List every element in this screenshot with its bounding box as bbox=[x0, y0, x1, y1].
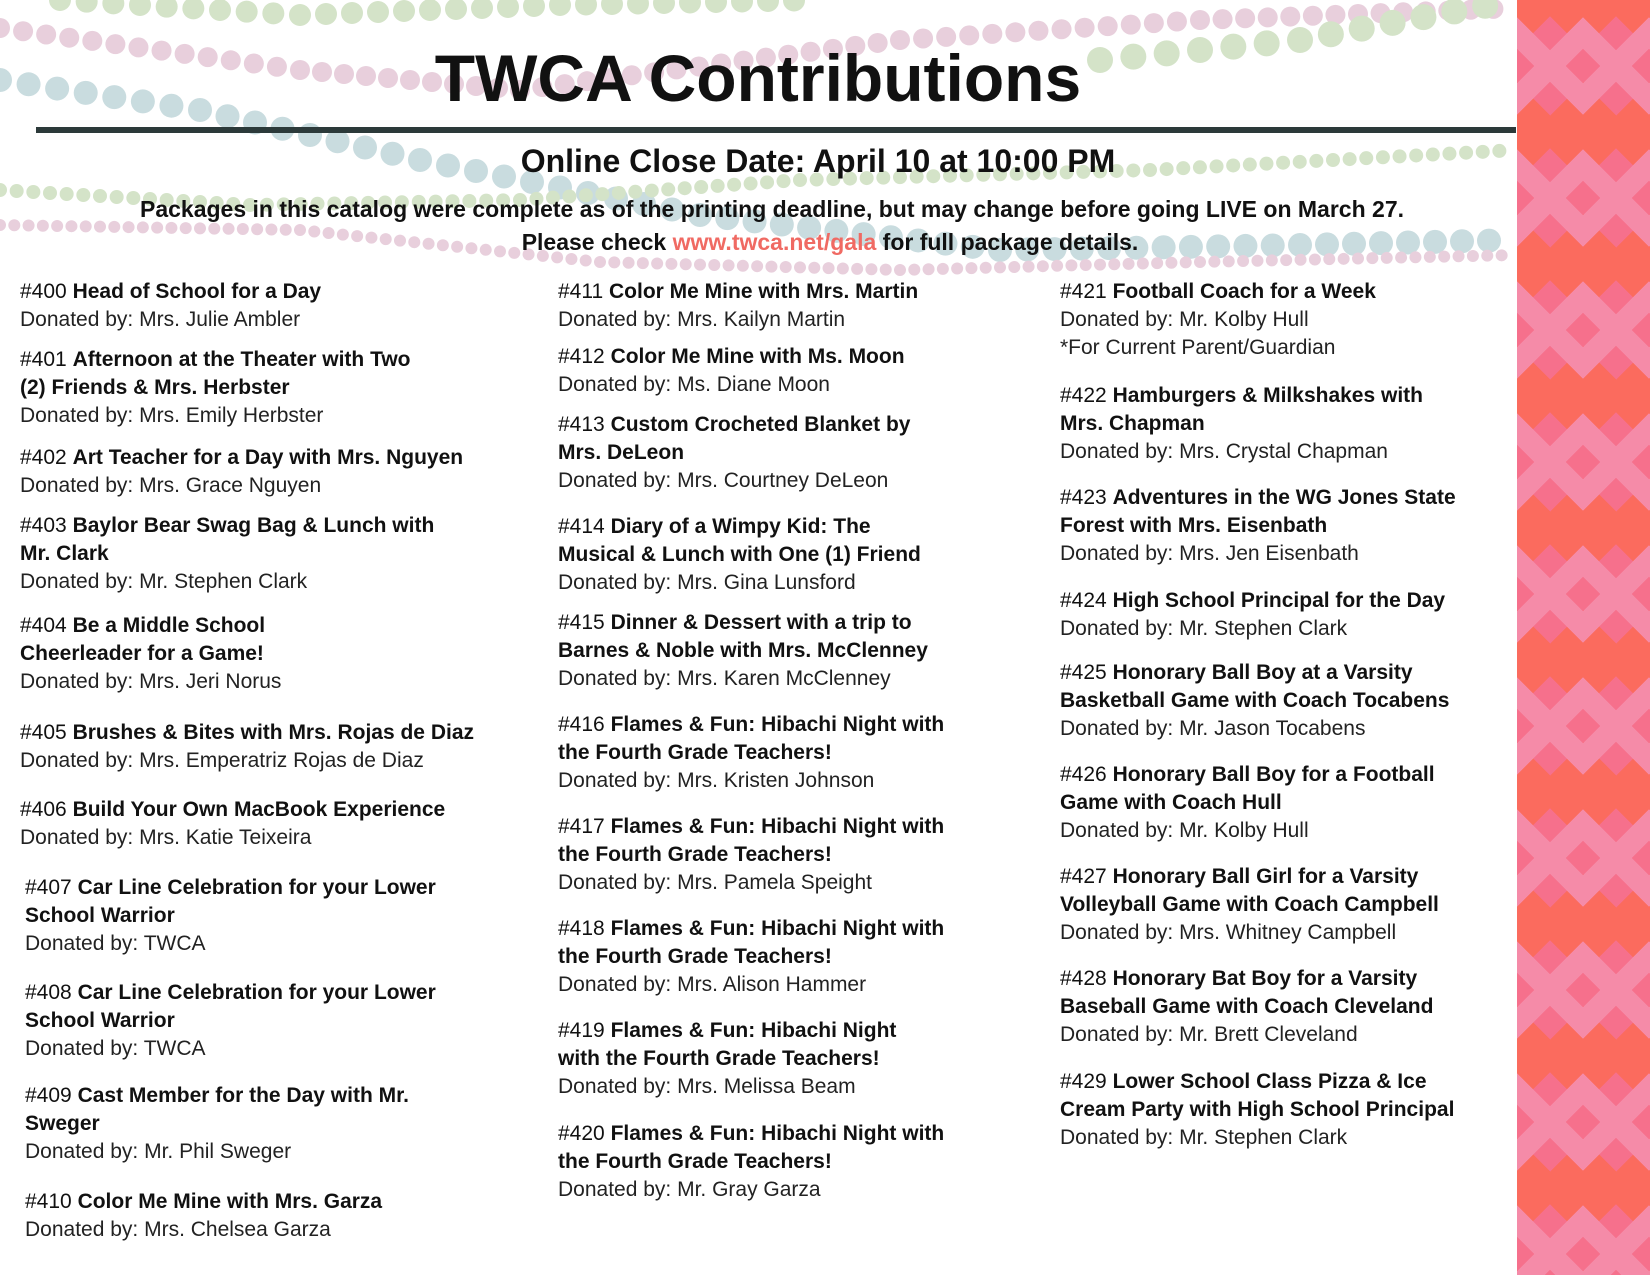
package-number: #403 bbox=[20, 514, 73, 537]
bead bbox=[1190, 10, 1210, 30]
package-title: Cream Party with High School Principal bbox=[1060, 1098, 1455, 1121]
bead bbox=[665, 258, 677, 270]
package-title: Head of School for a Day bbox=[72, 280, 322, 303]
package-heading bbox=[1060, 278, 1376, 306]
package-title: Adventures in the WG Jones State bbox=[1112, 486, 1456, 509]
package-item-429 bbox=[1060, 1068, 1454, 1152]
gala-link[interactable]: www.twca.net/gala bbox=[672, 229, 877, 255]
bead bbox=[93, 189, 107, 203]
bead bbox=[1080, 259, 1092, 271]
package-donor: Donated by: Mrs. Karen McClenney bbox=[558, 667, 891, 690]
bead bbox=[723, 259, 735, 271]
package-donor: Donated by: Mr. Kolby Hull bbox=[1060, 819, 1309, 842]
bead bbox=[1165, 257, 1177, 269]
package-number: #422 bbox=[1060, 384, 1113, 407]
package-donor: Donated by: Mr. Phil Sweger bbox=[25, 1140, 292, 1163]
package-number: #402 bbox=[20, 446, 73, 469]
bead bbox=[708, 259, 720, 271]
package-number: #420 bbox=[558, 1122, 611, 1145]
bead bbox=[1023, 261, 1035, 273]
package-title: Cheerleader for a Game! bbox=[20, 642, 264, 665]
bead bbox=[679, 0, 701, 14]
package-title: (2) Friends & Mrs. Herbster bbox=[20, 376, 290, 399]
package-number: #428 bbox=[1060, 967, 1113, 990]
package-title: Color Me Mine with Mrs. Garza bbox=[77, 1190, 383, 1213]
package-item-411 bbox=[558, 278, 918, 334]
bead bbox=[1123, 258, 1135, 270]
bead bbox=[367, 1, 389, 23]
package-title: School Warrior bbox=[25, 1009, 175, 1032]
package-number: #415 bbox=[558, 611, 611, 634]
bead bbox=[1121, 15, 1141, 35]
package-donor: Donated by: Mrs. Grace Nguyen bbox=[20, 474, 322, 497]
package-donor: Donated by: Mrs. Whitney Campbell bbox=[1060, 921, 1397, 944]
bead bbox=[1052, 19, 1072, 39]
bead bbox=[653, 0, 675, 14]
package-title: Be a Middle School bbox=[72, 614, 266, 637]
package-item-406 bbox=[20, 796, 445, 852]
bead bbox=[182, 0, 204, 19]
package-heading bbox=[558, 711, 944, 767]
bead bbox=[623, 257, 635, 269]
package-number: #407 bbox=[25, 876, 78, 899]
package-title: Build Your Own MacBook Experience bbox=[72, 798, 446, 821]
bead bbox=[780, 261, 792, 273]
bead bbox=[737, 260, 749, 272]
package-title: Baseball Game with Coach Cleveland bbox=[1060, 995, 1434, 1018]
bead bbox=[60, 187, 74, 201]
package-item-409 bbox=[25, 1082, 409, 1166]
bead bbox=[661, 182, 675, 196]
package-title: Color Me Mine with Ms. Moon bbox=[610, 345, 905, 368]
package-title: Mr. Clark bbox=[20, 542, 109, 565]
bead bbox=[1410, 4, 1436, 30]
package-item-414 bbox=[558, 513, 921, 597]
bead bbox=[865, 263, 877, 275]
bead bbox=[1028, 21, 1048, 41]
bead bbox=[1194, 256, 1206, 268]
bead bbox=[594, 256, 606, 268]
package-donor: Donated by: Mrs. Julie Ambler bbox=[20, 308, 301, 331]
package-title: High School Principal for the Day bbox=[1112, 589, 1446, 612]
package-title: Art Teacher for a Day with Mrs. Nguyen bbox=[72, 446, 464, 469]
package-title: School Warrior bbox=[25, 904, 175, 927]
package-title: the Fourth Grade Teachers! bbox=[558, 843, 832, 866]
package-donor: Donated by: Mrs. Pamela Speight bbox=[558, 871, 872, 894]
package-donor: Donated by: Mrs. Crystal Chapman bbox=[1060, 440, 1388, 463]
package-number: #418 bbox=[558, 917, 611, 940]
package-item-420 bbox=[558, 1120, 944, 1204]
bead bbox=[209, 0, 231, 21]
bead bbox=[1303, 6, 1323, 26]
package-donor: Donated by: Mrs. Gina Lunsford bbox=[558, 571, 856, 594]
bead bbox=[49, 0, 71, 11]
package-title: Basketball Game with Coach Tocabens bbox=[1060, 689, 1450, 712]
package-item-427 bbox=[1060, 863, 1439, 947]
title-divider bbox=[36, 127, 1516, 133]
package-item-416 bbox=[558, 711, 944, 795]
package-item-403 bbox=[20, 512, 434, 596]
bead bbox=[1108, 258, 1120, 270]
package-heading bbox=[1060, 659, 1449, 715]
bead bbox=[951, 262, 963, 274]
bead bbox=[705, 0, 727, 13]
bead bbox=[1137, 258, 1149, 270]
bead bbox=[1280, 7, 1300, 27]
bead bbox=[601, 0, 623, 15]
package-heading bbox=[20, 719, 474, 747]
package-donor: Donated by: Mrs. Jen Eisenbath bbox=[1060, 542, 1359, 565]
bead bbox=[837, 262, 849, 274]
bead bbox=[1075, 18, 1095, 38]
package-item-415 bbox=[558, 609, 928, 693]
package-item-404 bbox=[20, 612, 281, 696]
package-number: #427 bbox=[1060, 865, 1113, 888]
package-donor: Donated by: Mrs. Chelsea Garza bbox=[25, 1218, 331, 1241]
bead bbox=[823, 262, 835, 274]
package-heading bbox=[1060, 382, 1423, 438]
bead bbox=[678, 181, 692, 195]
package-title: Forest with Mrs. Eisenbath bbox=[1060, 514, 1328, 537]
package-title: Flames & Fun: Hibachi Night with bbox=[610, 917, 945, 940]
package-title: Volleyball Game with Coach Campbell bbox=[1060, 893, 1439, 916]
package-number: #421 bbox=[1060, 280, 1113, 303]
package-title: the Fourth Grade Teachers! bbox=[558, 945, 832, 968]
package-title: Game with Coach Hull bbox=[1060, 791, 1282, 814]
package-item-400 bbox=[20, 278, 321, 334]
catalog-notice: Packages in this catalog were complete as of the printing deadline, but may change before going LIVE on March 27. bbox=[140, 196, 1405, 222]
bead bbox=[851, 263, 863, 275]
bead bbox=[1213, 9, 1233, 29]
package-donor: Donated by: Mrs. Melissa Beam bbox=[558, 1075, 856, 1098]
package-number: #413 bbox=[558, 413, 611, 436]
bead bbox=[1223, 255, 1235, 267]
bead bbox=[694, 180, 708, 194]
package-title: Hamburgers & Milkshakes with bbox=[1112, 384, 1423, 407]
bead bbox=[575, 0, 597, 16]
page-title: TWCA Contributions bbox=[434, 41, 1082, 115]
package-heading bbox=[20, 796, 445, 824]
package-title: Afternoon at the Theater with Two bbox=[72, 348, 411, 371]
bead bbox=[894, 264, 906, 276]
package-item-405 bbox=[20, 719, 474, 775]
package-title: Cast Member for the Day with Mr. bbox=[77, 1084, 409, 1107]
bead bbox=[880, 264, 892, 276]
package-title: Flames & Fun: Hibachi Night bbox=[610, 1019, 897, 1042]
bead bbox=[129, 0, 151, 16]
package-number: #414 bbox=[558, 515, 611, 538]
bead bbox=[965, 262, 977, 274]
package-number: #404 bbox=[20, 614, 73, 637]
package-item-402 bbox=[20, 444, 463, 500]
bead bbox=[731, 0, 753, 13]
bead bbox=[627, 0, 649, 15]
package-number: #401 bbox=[20, 348, 73, 371]
package-item-419 bbox=[558, 1017, 896, 1101]
bead bbox=[523, 0, 545, 17]
package-heading bbox=[558, 411, 910, 467]
bead bbox=[1144, 13, 1164, 33]
package-title: Honorary Ball Boy for a Football bbox=[1112, 763, 1435, 786]
package-donor: Donated by: Mrs. Courtney DeLeon bbox=[558, 469, 889, 492]
bead bbox=[694, 259, 706, 271]
package-item-401 bbox=[20, 346, 411, 430]
bead bbox=[1380, 10, 1406, 36]
bead bbox=[980, 262, 992, 274]
bead bbox=[497, 0, 519, 18]
package-item-423 bbox=[1060, 484, 1456, 568]
package-number: #417 bbox=[558, 815, 611, 838]
bead bbox=[262, 2, 284, 24]
package-heading bbox=[20, 346, 411, 402]
package-heading bbox=[1060, 761, 1435, 817]
package-number: #411 bbox=[558, 280, 609, 303]
bead bbox=[0, 18, 10, 38]
bead bbox=[711, 179, 725, 193]
bead bbox=[765, 261, 777, 273]
package-item-412 bbox=[558, 343, 905, 399]
bead bbox=[1098, 16, 1118, 36]
bead bbox=[808, 262, 820, 274]
bead bbox=[1208, 256, 1220, 268]
package-donor: Donated by: Mr. Brett Cleveland bbox=[1060, 1023, 1358, 1046]
package-number: #405 bbox=[20, 721, 73, 744]
package-heading bbox=[25, 1082, 409, 1138]
bead bbox=[751, 260, 763, 272]
package-item-410 bbox=[25, 1188, 382, 1244]
package-number: #424 bbox=[1060, 589, 1113, 612]
package-number: #409 bbox=[25, 1084, 78, 1107]
package-item-408 bbox=[25, 979, 436, 1063]
bead bbox=[0, 183, 7, 197]
package-title: Flames & Fun: Hibachi Night with bbox=[610, 815, 945, 838]
package-number: #400 bbox=[20, 280, 73, 303]
bead bbox=[156, 0, 178, 18]
package-heading bbox=[25, 979, 436, 1035]
bead bbox=[315, 3, 337, 25]
package-heading bbox=[558, 343, 905, 371]
bead bbox=[1441, 0, 1467, 24]
package-title: Brushes & Bites with Mrs. Rojas de Diaz bbox=[72, 721, 474, 744]
package-donor: Donated by: Mrs. Alison Hammer bbox=[558, 973, 867, 996]
bead bbox=[1237, 255, 1249, 267]
bead bbox=[1167, 12, 1187, 32]
bead bbox=[1235, 8, 1255, 28]
package-heading bbox=[558, 513, 921, 569]
package-donor: Donated by: Mrs. Kailyn Martin bbox=[558, 308, 846, 331]
package-item-425 bbox=[1060, 659, 1449, 743]
package-number: #416 bbox=[558, 713, 611, 736]
bead bbox=[757, 0, 779, 12]
package-item-407 bbox=[25, 874, 436, 958]
notice-text-before: Please check bbox=[521, 229, 673, 255]
package-heading bbox=[25, 1188, 382, 1216]
package-number: #408 bbox=[25, 981, 78, 1004]
package-heading bbox=[1060, 965, 1433, 1021]
bead bbox=[26, 185, 40, 199]
bead bbox=[76, 188, 90, 202]
details-notice bbox=[0, 229, 1650, 256]
package-title: Musical & Lunch with One (1) Friend bbox=[558, 543, 921, 566]
package-donor: Donated by: Mrs. Emperatriz Rojas de Diaz bbox=[20, 749, 424, 772]
bead bbox=[1251, 255, 1263, 267]
bead bbox=[1051, 260, 1063, 272]
package-title: the Fourth Grade Teachers! bbox=[558, 1150, 832, 1173]
bead bbox=[110, 190, 124, 204]
package-number: #410 bbox=[25, 1190, 78, 1213]
package-number: #412 bbox=[558, 345, 611, 368]
package-number: #406 bbox=[20, 798, 73, 821]
bead bbox=[794, 261, 806, 273]
package-title: Diary of a Wimpy Kid: The bbox=[610, 515, 871, 538]
package-title: Car Line Celebration for your Lower bbox=[77, 876, 436, 899]
package-number: #419 bbox=[558, 1019, 611, 1042]
package-title: Dinner & Dessert with a trip to bbox=[610, 611, 912, 634]
bead bbox=[1094, 259, 1106, 271]
bead bbox=[680, 258, 692, 270]
package-heading bbox=[1060, 1068, 1454, 1124]
package-donor: Donated by: Mr. Gray Garza bbox=[558, 1178, 821, 1201]
package-heading bbox=[558, 1017, 896, 1073]
package-title: with the Fourth Grade Teachers! bbox=[558, 1047, 880, 1070]
package-donor: Donated by: Mrs. Jeri Norus bbox=[20, 670, 282, 693]
package-title: Football Coach for a Week bbox=[1112, 280, 1376, 303]
bead bbox=[1037, 260, 1049, 272]
bead bbox=[341, 2, 363, 24]
bead bbox=[549, 0, 571, 16]
bead bbox=[419, 0, 441, 21]
package-title: Color Me Mine with Mrs. Martin bbox=[609, 280, 919, 303]
package-heading bbox=[558, 813, 944, 869]
bead bbox=[1349, 16, 1375, 42]
package-title: Barnes & Noble with Mrs. McClenney bbox=[558, 639, 928, 662]
package-heading bbox=[20, 512, 434, 568]
package-heading bbox=[20, 278, 321, 306]
bead bbox=[43, 186, 57, 200]
bead bbox=[471, 0, 493, 19]
package-heading bbox=[558, 915, 944, 971]
bead bbox=[608, 256, 620, 268]
package-heading bbox=[558, 609, 928, 665]
package-title: Mrs. Chapman bbox=[1060, 412, 1205, 435]
bead bbox=[10, 184, 24, 198]
bead bbox=[1266, 254, 1278, 266]
package-heading bbox=[1060, 587, 1445, 615]
bead bbox=[1065, 259, 1077, 271]
package-item-424 bbox=[1060, 587, 1445, 643]
bead bbox=[393, 0, 415, 22]
package-title: Car Line Celebration for your Lower bbox=[77, 981, 436, 1004]
package-note: *For Current Parent/Guardian bbox=[1060, 336, 1336, 359]
package-title: Mrs. DeLeon bbox=[558, 441, 685, 464]
package-item-428 bbox=[1060, 965, 1433, 1049]
package-heading bbox=[1060, 484, 1456, 540]
package-title: Flames & Fun: Hibachi Night with bbox=[610, 713, 945, 736]
bead bbox=[1008, 261, 1020, 273]
package-item-413 bbox=[558, 411, 910, 495]
bead bbox=[13, 21, 33, 41]
package-title: Honorary Bat Boy for a Varsity bbox=[1112, 967, 1418, 990]
bead bbox=[76, 0, 98, 13]
bead bbox=[637, 257, 649, 269]
diamond-pattern-border bbox=[1517, 0, 1650, 1275]
package-item-417 bbox=[558, 813, 944, 897]
bead bbox=[1180, 256, 1192, 268]
package-number: #426 bbox=[1060, 763, 1113, 786]
package-title: the Fourth Grade Teachers! bbox=[558, 741, 832, 764]
close-date: Online Close Date: April 10 at 10:00 PM bbox=[520, 143, 1116, 179]
notice-text-after: for full package details. bbox=[876, 229, 1139, 255]
package-number: #425 bbox=[1060, 661, 1113, 684]
package-heading bbox=[558, 278, 918, 306]
package-title: Sweger bbox=[25, 1112, 100, 1135]
package-title: Flames & Fun: Hibachi Night with bbox=[610, 1122, 945, 1145]
package-heading bbox=[20, 612, 281, 668]
bead bbox=[994, 261, 1006, 273]
package-donor: Donated by: Mr. Kolby Hull bbox=[1060, 308, 1309, 331]
package-item-422 bbox=[1060, 382, 1423, 466]
package-title: Honorary Ball Girl for a Varsity bbox=[1112, 865, 1419, 888]
package-heading bbox=[1060, 863, 1439, 919]
package-donor: Donated by: TWCA bbox=[25, 932, 206, 955]
bead bbox=[1151, 257, 1163, 269]
bead bbox=[126, 191, 140, 205]
package-title: Baylor Bear Swag Bag & Lunch with bbox=[72, 514, 435, 537]
package-title: Honorary Ball Boy at a Varsity bbox=[1112, 661, 1413, 684]
package-donor: Donated by: Mr. Stephen Clark bbox=[1060, 617, 1348, 640]
package-donor: Donated by: Mr. Stephen Clark bbox=[1060, 1126, 1348, 1149]
package-donor: Donated by: TWCA bbox=[25, 1037, 206, 1060]
package-donor: Donated by: Mrs. Emily Herbster bbox=[20, 404, 324, 427]
bead bbox=[236, 1, 258, 23]
bead bbox=[923, 263, 935, 275]
package-title: Lower School Class Pizza & Ice bbox=[1112, 1070, 1427, 1093]
package-donor: Donated by: Mrs. Kristen Johnson bbox=[558, 769, 875, 792]
bead bbox=[1258, 7, 1278, 27]
package-item-418 bbox=[558, 915, 944, 999]
bead bbox=[445, 0, 467, 20]
bead bbox=[102, 0, 124, 14]
package-donor: Donated by: Ms. Diane Moon bbox=[558, 373, 830, 396]
bead bbox=[908, 264, 920, 276]
package-item-426 bbox=[1060, 761, 1435, 845]
package-title: Custom Crocheted Blanket by bbox=[610, 413, 911, 436]
package-donor: Donated by: Mr. Stephen Clark bbox=[20, 570, 308, 593]
bead bbox=[783, 0, 805, 12]
bead bbox=[937, 263, 949, 275]
package-heading bbox=[20, 444, 463, 472]
package-heading bbox=[558, 1120, 944, 1176]
package-donor: Donated by: Mrs. Katie Teixeira bbox=[20, 826, 312, 849]
package-heading bbox=[25, 874, 436, 930]
package-number: #423 bbox=[1060, 486, 1113, 509]
package-number: #429 bbox=[1060, 1070, 1113, 1093]
package-donor: Donated by: Mr. Jason Tocabens bbox=[1060, 717, 1366, 740]
bead bbox=[580, 254, 592, 266]
bead bbox=[651, 258, 663, 270]
bead bbox=[289, 4, 311, 26]
package-item-421 bbox=[1060, 278, 1376, 362]
